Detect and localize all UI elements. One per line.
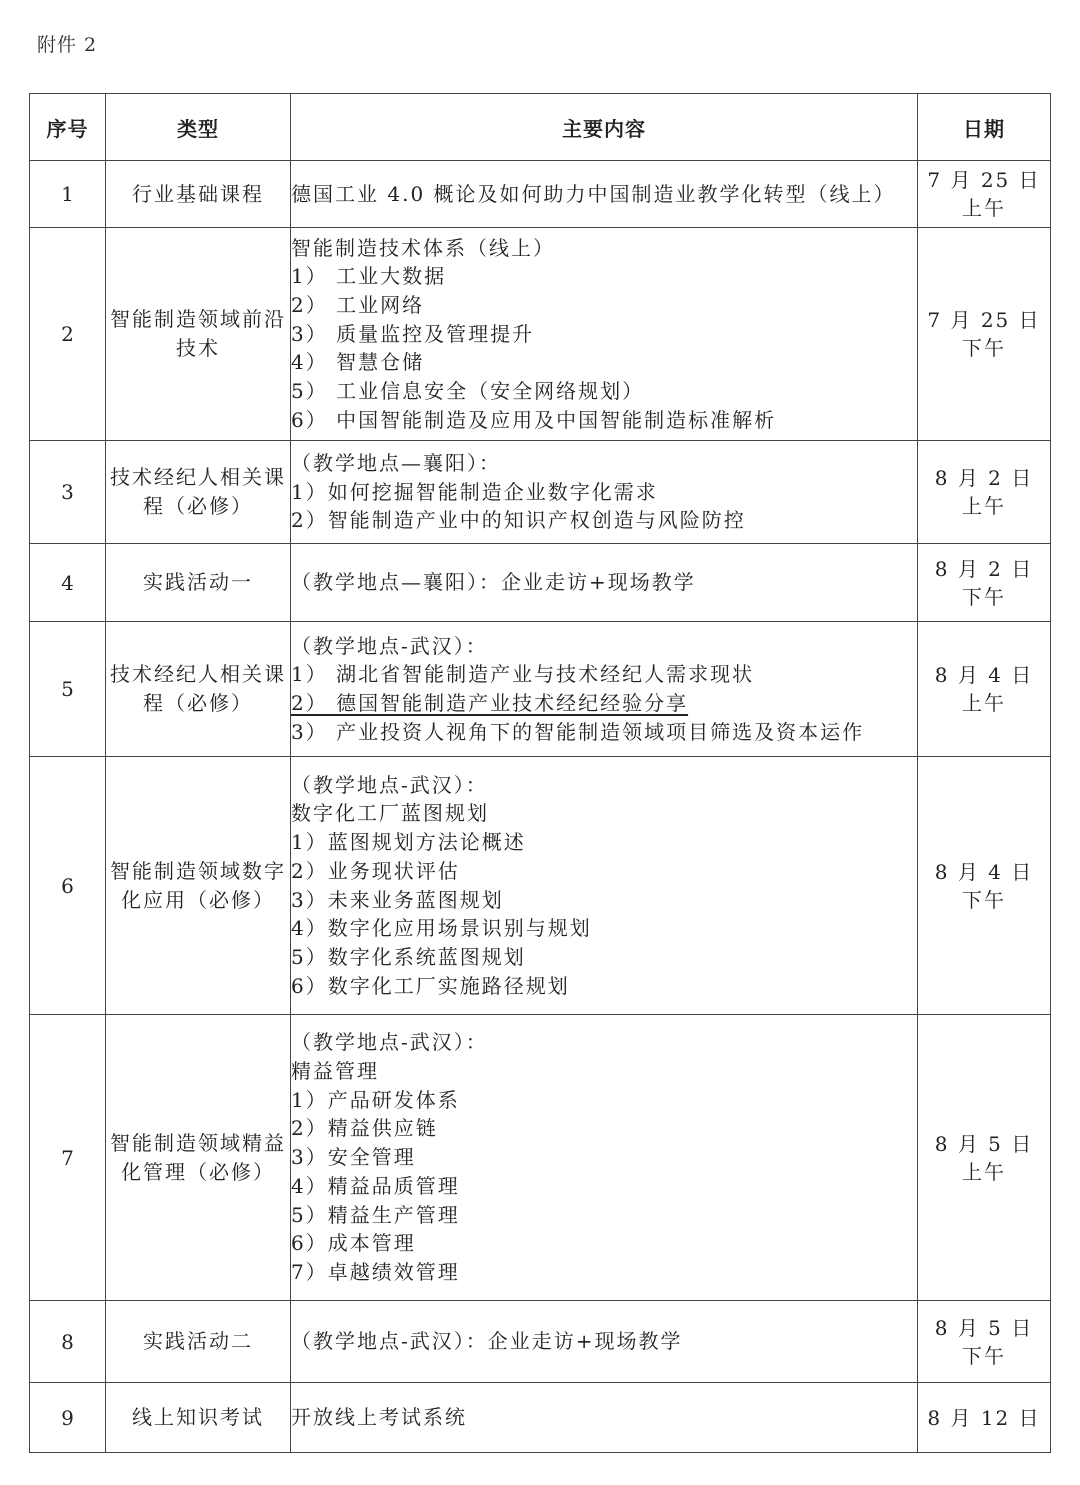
content-line: 3）安全管理	[291, 1145, 416, 1170]
row-date	[918, 1015, 1051, 1301]
content-line: 5）精益生产管理	[291, 1202, 460, 1227]
row-content	[291, 441, 918, 544]
course-schedule-table	[29, 93, 1051, 1453]
row-index: 9	[30, 1383, 106, 1453]
date-period: 下午	[962, 887, 1006, 912]
content-line: 6）成本管理	[291, 1231, 416, 1256]
table-row	[30, 1383, 1051, 1453]
date-day: 7 月 25 日	[927, 308, 1041, 332]
row-category: 行业基础课程	[106, 161, 291, 228]
date-period: 上午	[962, 1159, 1006, 1184]
row-content	[291, 1383, 918, 1453]
content-line: （教学地点-武汉）：	[291, 772, 488, 797]
row-category: 技术经纪人相关课程（必修）	[106, 441, 291, 544]
content-line: 7）卓越绩效管理	[291, 1259, 460, 1284]
content-line	[291, 689, 917, 718]
row-index: 3	[30, 441, 106, 544]
table-row	[30, 622, 1051, 757]
content-line: 1）产品研发体系	[291, 1087, 460, 1112]
date-period: 下午	[962, 336, 1006, 360]
content-line: 2）业务现状评估	[291, 858, 460, 883]
content-line: （教学地点-武汉）：	[291, 1030, 488, 1055]
row-content	[291, 622, 918, 757]
header-content: 主要内容	[291, 94, 918, 161]
content-line: 数字化工厂蓝图规划	[291, 801, 489, 826]
date-day: 8 月 12 日	[927, 1405, 1041, 1430]
row-content	[291, 1301, 918, 1383]
content-line: 1）如何挖掘智能制造企业数字化需求	[291, 479, 658, 504]
date-day: 8 月 5 日	[934, 1131, 1034, 1156]
row-content	[291, 1015, 918, 1301]
date-day: 8 月 5 日	[934, 1315, 1034, 1340]
row-date	[918, 622, 1051, 757]
content-line: （教学地点-武汉）：	[291, 633, 488, 658]
content-line: （教学地点—襄阳）：	[291, 450, 501, 475]
table-row	[30, 161, 1051, 228]
content-line: 2）精益供应链	[291, 1116, 438, 1141]
content-line: 6）数字化工厂实施路径规划	[291, 973, 570, 998]
content-line: 4）数字化应用场景识别与规划	[291, 916, 592, 941]
header-date: 日期	[918, 94, 1051, 161]
row-content	[291, 757, 918, 1015]
attachment-label: 附件 2	[37, 34, 98, 56]
content-line: 1） 工业大数据	[291, 264, 447, 289]
row-date	[918, 441, 1051, 544]
row-date	[918, 544, 1051, 622]
content-line: 5）数字化系统蓝图规划	[291, 944, 526, 969]
row-category: 智能制造领域前沿技术	[106, 228, 291, 441]
row-date	[918, 1301, 1051, 1383]
content-line: 2）智能制造产业中的知识产权创造与风险防控	[291, 508, 746, 533]
row-date	[918, 1383, 1051, 1453]
row-index: 8	[30, 1301, 106, 1383]
date-day: 8 月 2 日	[934, 556, 1034, 581]
row-category: 智能制造领域数字化应用（必修）	[106, 757, 291, 1015]
date-day: 8 月 4 日	[934, 859, 1034, 884]
date-period: 下午	[962, 1343, 1006, 1368]
content-line: 3） 质量监控及管理提升	[291, 321, 535, 346]
row-category: 实践活动二	[106, 1301, 291, 1383]
row-category: 实践活动一	[106, 544, 291, 622]
content-line: 3）未来业务蓝图规划	[291, 887, 504, 912]
row-category: 线上知识考试	[106, 1383, 291, 1453]
content-line: 3） 产业投资人视角下的智能制造领域项目筛选及资本运作	[291, 719, 865, 744]
underlined-text: 2） 德国智能制造产业技术经纪经验分享	[291, 691, 689, 715]
row-date	[918, 161, 1051, 228]
content-line: 6） 中国智能制造及应用及中国智能制造标准解析	[291, 407, 777, 432]
row-content	[291, 544, 918, 622]
content-line: 4）精益品质管理	[291, 1173, 460, 1198]
content-line: 智能制造技术体系（线上）	[291, 235, 555, 260]
content-line: 5） 工业信息安全（安全网络规划）	[291, 379, 645, 404]
row-date	[918, 757, 1051, 1015]
table-row	[30, 544, 1051, 622]
content-line: 1）蓝图规划方法论概述	[291, 830, 526, 855]
date-period: 上午	[962, 196, 1006, 220]
content-line: 开放线上考试系统	[291, 1405, 467, 1430]
date-period: 上午	[962, 691, 1006, 715]
date-period: 下午	[962, 584, 1006, 609]
date-day: 8 月 2 日	[934, 466, 1034, 490]
table-row	[30, 1015, 1051, 1301]
row-category: 技术经纪人相关课程（必修）	[106, 622, 291, 757]
header-index: 序号	[30, 94, 106, 161]
content-line: 2） 工业网络	[291, 292, 425, 317]
header-category: 类型	[106, 94, 291, 161]
date-period: 上午	[962, 494, 1006, 518]
date-day: 7 月 25 日	[927, 168, 1041, 192]
table-header-row	[30, 94, 1051, 161]
table-row	[30, 228, 1051, 441]
table-row	[30, 757, 1051, 1015]
content-line: （教学地点—襄阳）：企业走访+现场教学	[291, 570, 696, 595]
row-date	[918, 228, 1051, 441]
date-day: 8 月 4 日	[934, 663, 1034, 687]
content-line: 1） 湖北省智能制造产业与技术经纪人需求现状	[291, 662, 755, 687]
row-index: 2	[30, 228, 106, 441]
content-line: 4） 智慧仓储	[291, 350, 425, 375]
row-index: 5	[30, 622, 106, 757]
row-content	[291, 228, 918, 441]
content-line: （教学地点-武汉）：企业走访+现场教学	[291, 1329, 683, 1354]
row-index: 4	[30, 544, 106, 622]
row-index: 6	[30, 757, 106, 1015]
table-row	[30, 441, 1051, 544]
row-category: 智能制造领域精益化管理（必修）	[106, 1015, 291, 1301]
content-line: 德国工业 4.0 概论及如何助力中国制造业教学化转型（线上）	[291, 181, 896, 206]
row-index: 7	[30, 1015, 106, 1301]
table-row	[30, 1301, 1051, 1383]
row-content	[291, 161, 918, 228]
content-line: 精益管理	[291, 1059, 379, 1084]
row-index: 1	[30, 161, 106, 228]
